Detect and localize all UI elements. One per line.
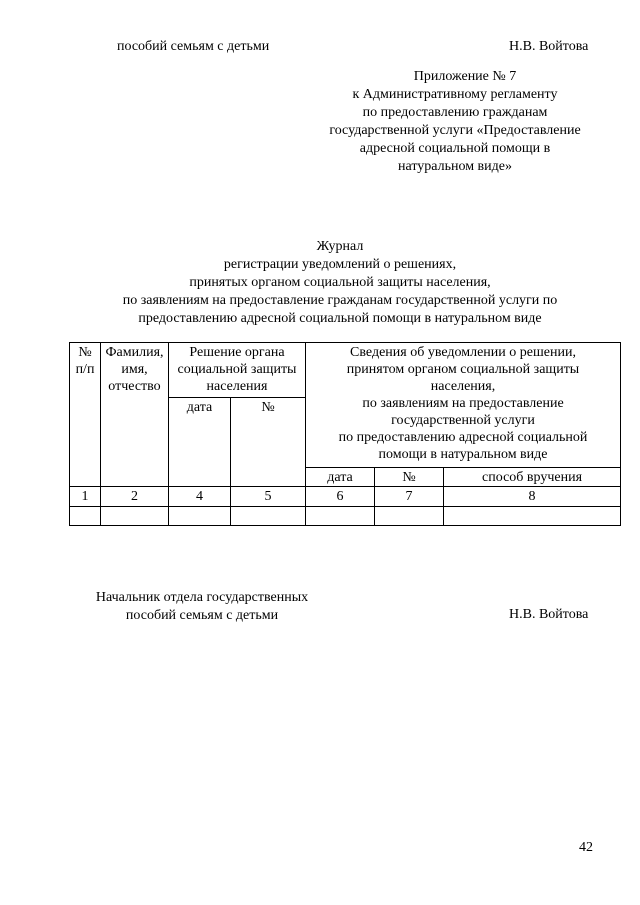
- header-text: помощи в натуральном виде: [378, 447, 548, 462]
- header-text: п/п: [75, 362, 95, 377]
- header-cell-number: [70, 343, 101, 487]
- column-number-cell: 6: [306, 487, 375, 507]
- journal-title-block: [60, 238, 620, 328]
- table-empty-cell: [101, 507, 169, 526]
- page-number: 42: [579, 840, 593, 855]
- column-number-cell: 2: [101, 487, 169, 507]
- table-empty-cell: [375, 507, 444, 526]
- table-empty-cell: [70, 507, 101, 526]
- header-text: Фамилия,: [105, 345, 164, 360]
- registration-table: [69, 342, 621, 526]
- column-number-cell: 7: [375, 487, 444, 507]
- header-text: социальной защиты: [177, 362, 297, 377]
- header-left-text: пособий семьям с детьми: [117, 39, 270, 54]
- journal-subtitle-line: предоставлению адресной социальной помощи в натуральном виде: [138, 311, 542, 326]
- signature-name: Н.В. Войтова: [509, 607, 589, 622]
- appendix-line: натуральном виде»: [397, 159, 512, 174]
- signature-position: [82, 589, 322, 625]
- table-empty-cell: [169, 507, 231, 526]
- table-empty-cell: [231, 507, 306, 526]
- header-cell-notice-method: способ вручения: [444, 468, 621, 487]
- header-text: отчество: [108, 379, 161, 394]
- column-number-cell: 1: [70, 487, 101, 507]
- header-text: имя,: [121, 362, 148, 377]
- signature-line: пособий семьям с детьми: [125, 608, 279, 623]
- header-text: принятом органом социальной защиты: [346, 362, 580, 377]
- header-cell-notice-date: дата: [306, 468, 375, 487]
- header-text: государственной услуги: [391, 413, 535, 428]
- header-cell-name: [101, 343, 169, 487]
- appendix-line: по предоставлению гражданам: [362, 105, 548, 120]
- header-right-name: Н.В. Войтова: [509, 39, 589, 54]
- appendix-block: [300, 68, 610, 176]
- signature-line: Начальник отдела государственных: [95, 590, 309, 605]
- appendix-line: Приложение № 7: [413, 69, 517, 84]
- header-text: Решение органа: [189, 345, 285, 360]
- column-number-cell: 5: [231, 487, 306, 507]
- header-text: населения: [206, 379, 268, 394]
- header-cell-decision: [169, 343, 306, 398]
- header-cell-notice: [306, 343, 621, 468]
- journal-subtitle-line: регистрации уведомлений о решениях,: [223, 257, 457, 272]
- header-text: по заявлениям на предоставление: [362, 396, 564, 411]
- header-text: Сведения об уведомлении о решении,: [350, 345, 576, 360]
- header-cell-decision-date: дата: [169, 398, 231, 487]
- journal-title: Журнал: [316, 239, 364, 254]
- table-empty-cell: [444, 507, 621, 526]
- table-empty-cell: [306, 507, 375, 526]
- appendix-line: государственной услуги «Предоставление: [329, 123, 581, 138]
- appendix-line: адресной социальной помощи в: [359, 141, 551, 156]
- header-text: населения,: [430, 379, 496, 394]
- column-number-cell: 4: [169, 487, 231, 507]
- header-cell-notice-no: №: [375, 468, 444, 487]
- appendix-line: к Административному регламенту: [352, 87, 558, 102]
- journal-subtitle-line: принятых органом социальной защиты населения,: [189, 275, 491, 290]
- header-cell-decision-no: №: [231, 398, 306, 487]
- journal-subtitle-line: по заявлениям на предоставление гражданам государственной услуги по: [122, 293, 558, 308]
- header-text: по предоставлению адресной социальной: [338, 430, 588, 445]
- column-number-cell: 8: [444, 487, 621, 507]
- header-text: №: [78, 345, 92, 360]
